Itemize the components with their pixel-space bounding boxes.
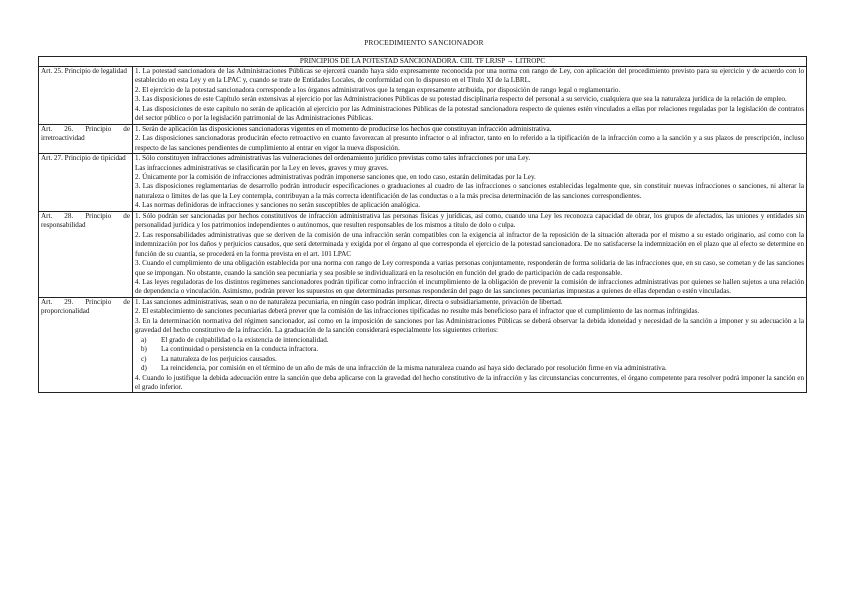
- criteria-key: b): [141, 345, 147, 354]
- table-header-row: [39, 57, 807, 67]
- criteria-text: La continuidad o persistencia en la conducta infractora.: [161, 345, 319, 354]
- article-content: [133, 67, 807, 125]
- article-label: Art. 29. Principio de proporcionalidad: [39, 297, 133, 393]
- principles-table: [38, 56, 807, 393]
- article-label: Art. 27. Principio de tipicidad: [39, 154, 133, 212]
- paragraph: 3. Cuando el cumplimiento de una obligación establecida por una norma con rango de Ley corresponda a varias personas conjuntamente, responderán de forma solidaria de las infracciones que, en su caso, se cometan y de las sanciones que se impongan. No obstante, cuando la sanción sea pecuniaria y sea posible se individualizará en la resolución en función del grado de participación de cada responsable.: [135, 259, 804, 277]
- criteria-key: c): [141, 354, 147, 363]
- paragraph: 3. En la determinación normativa del régimen sancionador, así como en la imposición de sanciones por las Administraciones Públicas se deberá observar la debida idoneidad y necesidad de la sanción a imponer y su adecuación a la gravedad del hecho constitutivo de la infracción. La graduación de la sanción considerará especialmente los siguientes criterios:: [135, 316, 804, 335]
- criteria-item: [135, 355, 804, 364]
- criteria-text: La reincidencia, por comisión en el término de un año de más de una infracción de la misma naturaleza cuando así haya sido declarado por resolución firme en vía administrativa.: [161, 364, 667, 373]
- criteria-key: a): [141, 335, 147, 344]
- table-row: [39, 211, 807, 297]
- article-content: [133, 211, 807, 297]
- article-label: Art. 28. Principio de responsabilidad: [39, 211, 133, 297]
- paragraph: 4. Cuando lo justifique la debida adecuación entre la sanción que deba aplicarse con la gravedad del hecho constitutivo de la infracción y las circunstancias concurrentes, el órgano competente para resolver podrá imponer la sanción en el grado inferior.: [135, 373, 804, 391]
- article-label: Art. 26. Principio de irretroactividad: [39, 124, 133, 153]
- paragraph: 1. Sólo constituyen infracciones administrativas las vulneraciones del ordenamiento jurídico previstas como tales infracciones por una Ley.: [135, 154, 531, 163]
- paragraph: 3. Las disposiciones reglamentarias de desarrollo podrán introducir especificaciones o graduaciones al cuadro de las infracciones o sanciones establecidas legalmente que, sin constituir nuevas infracciones o sanciones, ni alterar la naturaleza o límites de las que la Ley contempla, contribuyan a la más correcta identificación de las conductas o a la más precisa determinación de las sanciones correspondientes.: [135, 182, 804, 200]
- article-label: Art. 25. Principio de legalidad: [39, 67, 133, 125]
- paragraph: 3. Las disposiciones de este Capítulo serán extensivas al ejercicio por las Administraciones Públicas de su potestad disciplinaria respecto del personal a su servicio, cualquiera que sea la naturaleza jurídica de la relación de empleo.: [135, 95, 787, 104]
- criteria-key: d): [141, 364, 147, 373]
- paragraph: 2. El establecimiento de sanciones pecuniarias deberá prever que la comisión de las infracciones tipificadas no resulte más beneficioso para el infractor que el cumplimiento de las normas infringidas.: [135, 307, 700, 316]
- table-row: [39, 154, 807, 212]
- paragraph: 1. La potestad sancionadora de las Administraciones Públicas se ejercerá cuando haya sido expresamente reconocida por una norma con rango de Ley, con aplicación del procedimiento previsto para su ejercicio y de acuerdo con lo establecido en esta Ley y en la LPAC y, cuando se trate de Entidades Locales, de conformidad con lo dispuesto en el Título XI de la LBRL.: [135, 67, 804, 85]
- paragraph: 1. Sólo podrán ser sancionadas por hechos constitutivos de infracción administrativa las personas físicas y jurídicas, así como, cuando una Ley les reconozca capacidad de obrar, los grupos de afectados, las uniones y entidades sin personalidad jurídica y los patrimonios independientes o autónomos, que resulten responsables de los mismos a título de dolo o culpa.: [135, 211, 804, 230]
- article-content: [133, 154, 807, 212]
- paragraph: 1. Las sanciones administrativas, sean o no de naturaleza pecuniaria, en ningún caso podrán implicar, directa o subsidiariamente, privación de libertad.: [135, 297, 563, 306]
- table-row: [39, 124, 807, 153]
- criteria-item: [135, 364, 804, 373]
- paragraph: Las infracciones administrativas se clasificarán por la Ley en leves, graves y muy graves.: [135, 163, 389, 172]
- paragraph: 4. Las normas definidoras de infracciones y sanciones no serán susceptibles de aplicación analógica.: [135, 201, 421, 210]
- article-content: [133, 124, 807, 153]
- paragraph: 2. Las disposiciones sancionadoras producirán efecto retroactivo en cuanto favorezcan al presunto infractor o al infractor, tanto en lo referido a la tipificación de la infracción como a la sanción y a sus plazos de prescripción, incluso respecto de las sanciones pendientes de cumplimiento al entrar en vigor la nueva disposición.: [135, 134, 804, 152]
- paragraph: 2. El ejercicio de la potestad sancionadora corresponde a los órganos administrativos que la tengan expresamente atribuida, por disposición de rango legal o reglamentario.: [135, 85, 621, 94]
- paragraph: 4. Las disposiciones de este capítulo no serán de aplicación al ejercicio por las Administraciones Públicas de la potestad sancionadora respecto de quienes estén vinculados a ellas por relaciones reguladas por la legislación de contratos del sector público o por la legislación patrimonial de las Administraciones Públicas.: [135, 104, 804, 123]
- document-title: PROCEDIMIENTO SANCIONADOR: [364, 38, 484, 47]
- paragraph: 1. Serán de aplicación las disposiciones sancionadoras vigentes en el momento de producirse los hechos que constituyan infracción administrativa.: [135, 124, 552, 133]
- criteria-item: [135, 336, 804, 345]
- article-content: [133, 297, 807, 393]
- paragraph: 4. Las leyes reguladoras de los distintos regímenes sancionadores podrán tipificar como infracción el incumplimiento de la obligación de prevenir la comisión de infracciones administrativas por quienes se hallen sujetos a una relación de dependencia o vinculación. Asimismo, podrán prever los supuestos en que determinadas personas responderán del pago de las sanciones pecuniarias impuestas a quienes de ellas dependan o estén vinculadas.: [135, 277, 804, 296]
- criteria-item: [135, 345, 804, 354]
- paragraph: 2. Las responsabilidades administrativas que se deriven de la comisión de una infracción serán compatibles con la exigencia al infractor de la reposición de la situación alterada por el mismo a su estado originario, así como con la indemnización por los daños y perjuicios causados, que será determinada y exigida por el órgano al que corresponda el ejercicio de la potestad sancionadora. De no satisfacerse la indemnización en el plazo que al efecto se determine en función de su cuantía, se procederá en la forma prevista en el art. 101 LPAC: [135, 230, 804, 258]
- criteria-text: El grado de culpabilidad o la existencia de intencionalidad.: [161, 335, 329, 344]
- criteria-text: La naturaleza de los perjuicios causados.: [161, 354, 277, 363]
- table-header: PRINCIPIOS DE LA POTESTAD SANCIONADORA. CIII. TF LRJSP → LITROPC: [39, 57, 807, 67]
- paragraph: 2. Únicamente por la comisión de infracciones administrativas podrán imponerse sanciones que, en todo caso, estarán delimitadas por la Ley.: [135, 172, 536, 181]
- table-row: [39, 297, 807, 393]
- table-row: [39, 67, 807, 125]
